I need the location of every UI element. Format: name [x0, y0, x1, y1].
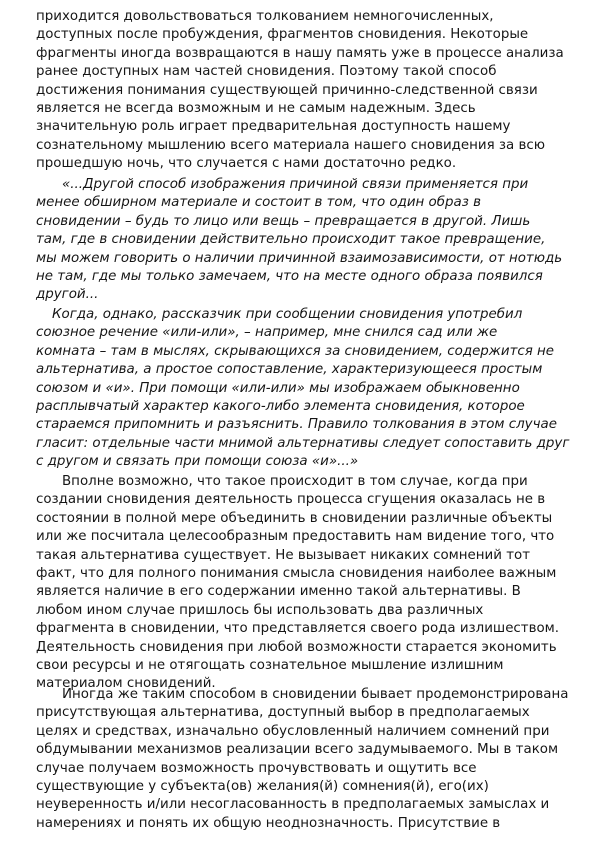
text-line: существующие у субъекта(ов) желания(й) сомнения(й), его(их)	[36, 778, 489, 794]
text-line: неуверенность и/или несогласованность в предполагаемых замыслах и	[36, 797, 550, 813]
text-line: является наличие в его содержании именно такой альтернативы. В	[36, 584, 521, 600]
text-line: присутствующая альтернатива, доступный выбор в предполагаемых	[36, 705, 530, 721]
text-line: мы можем говорить о наличии причинной взаимозависимости, от нотюдь	[36, 250, 563, 266]
text-line: фрагмента в сновидении, что представляется своего рода излишеством.	[36, 621, 560, 637]
text-line: менее обширном материале и состоит в том, что один образ в	[36, 195, 481, 211]
text-line: целях и средствах, изначально обусловленный наличием сомнений при	[36, 723, 550, 739]
text-line: другой...	[36, 287, 99, 303]
text-line: состоянии в полной мере объединить в сновидении различные объекты	[36, 510, 553, 526]
text-line: стараемся припомнить и разъяснить. Правило толкования в этом случае	[36, 417, 557, 433]
text-line: значительную роль играет предварительная доступность нашему	[36, 119, 511, 135]
text-line: сознательному мышлению всего материала нашего сновидения за всю	[36, 137, 546, 153]
text-line: Деятельность сновидения при любой возможности старается экономить	[36, 639, 557, 655]
text-line: факт, что для полного понимания смысла сновидения наиболее важным	[36, 565, 557, 581]
text-line: сновидении – будь то лицо или вещь – превращается в другой. Лишь	[36, 213, 531, 229]
text-line: расплывчатый характер какого-либо элемента сновидения, которое	[36, 398, 525, 414]
text-line: Вполне возможно, что такое происходит в том случае, когда при	[62, 474, 528, 489]
text-line: достижения понимания существующей причинно-следственной связи	[36, 82, 538, 98]
text-line: обдумывании механизмов реализации всего задумываемого. Мы в таком	[36, 742, 559, 758]
text-line: «...Другой способ изображения причиной связи применяется при	[62, 177, 529, 192]
text-line: не там, где мы только замечаем, что на месте одного образа появился	[36, 268, 543, 284]
text-line: намерениях и понять их общую неоднозначность. Присутствие в	[36, 815, 501, 831]
text-line: свои ресурсы и не отягощать сознательное мышление излишним	[36, 657, 504, 673]
text-line: случае получаем возможность прочувствовать и ощутить все	[36, 760, 477, 776]
text-line: там, где в сновидении действительно происходит такое превращение,	[36, 232, 546, 248]
text-line: Когда, однако, рассказчик при сообщении сновидения употребил	[52, 307, 523, 322]
text-line: такая альтернатива существует. Не вызывает никаких сомнений тот	[36, 547, 530, 563]
paragraph-3	[36, 686, 582, 833]
text-line: гласит: отдельные части мнимой альтернативы следует сопоставить друг	[36, 435, 570, 451]
text-line: с другом и связать при помощи союза «и»...»	[36, 454, 359, 470]
paragraph-2	[36, 473, 582, 694]
text-line: союзное речение «или-или», – например, мне снился сад или же	[36, 325, 498, 341]
text-line: создании сновидения деятельность процесса сгущения оказалась не в	[36, 492, 546, 508]
quote-paragraph-1	[36, 176, 582, 305]
paragraph-1	[36, 8, 582, 174]
text-line: альтернатива, а простое сопоставление, характеризующееся простым	[36, 362, 543, 378]
text-line: материалом сновидений.	[36, 676, 216, 692]
text-line: комната – там в мыслях, скрывающихся за сновидением, содержится не	[36, 343, 555, 359]
text-line: фрагменты иногда возвращаются в нашу память уже в процессе анализа	[36, 45, 564, 61]
text-line: приходится довольствоваться толкованием немногочисленных,	[36, 9, 494, 24]
text-line: Иногда же таким способом в сновидении бывает продемонстрирована	[62, 687, 569, 702]
text-line: является не всегда возможным и не самым надежным. Здесь	[36, 100, 476, 116]
text-line: прошедшую ночь, что случается с нами достаточно редко.	[36, 156, 457, 172]
text-line: ранее доступных нам частей сновидения. Поэтому такой способ	[36, 64, 497, 80]
text-line: доступных после пробуждения, фрагментов сновидения. Некоторые	[36, 27, 529, 43]
text-line: или же посчитала целесообразным предоставить нам видение того, что	[36, 529, 555, 545]
text-line: союзом и «и». При помощи «или-или» мы изображаем обыкновенно	[36, 380, 520, 396]
quote-paragraph-2	[36, 306, 582, 472]
text-line: любом ином случае пришлось бы использовать два различных	[36, 602, 484, 618]
